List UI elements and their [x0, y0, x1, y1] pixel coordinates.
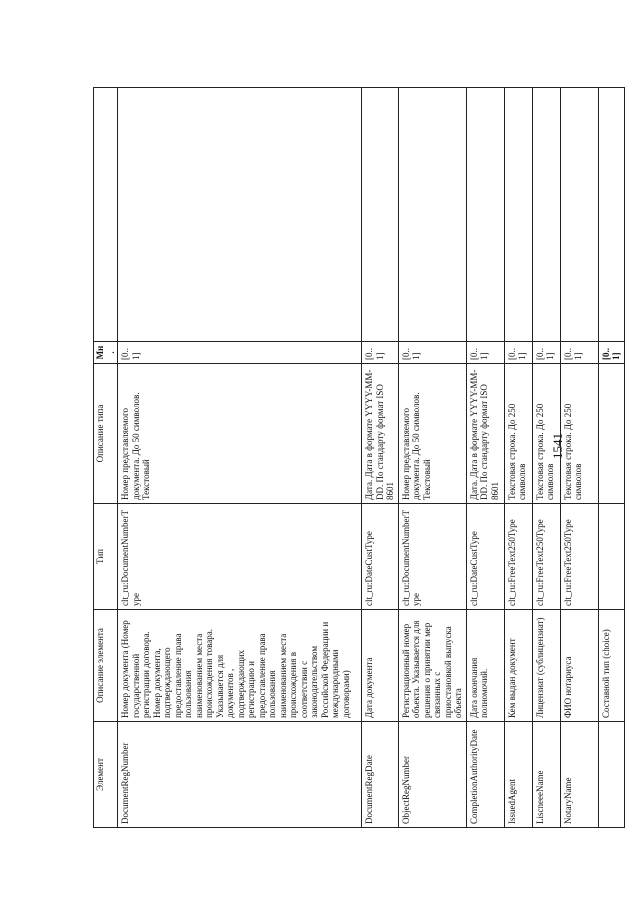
cell-element: DocumentRegDate	[362, 722, 399, 828]
cell-blank	[598, 88, 624, 342]
cell-element-description: Кем выдан документ	[504, 610, 532, 722]
cell-element: CompletionAuthorityDate	[466, 722, 504, 828]
cell-type-description: Номер представляемого документа. До 50 символов. Текстовый	[398, 364, 466, 504]
cell-type: clt_ru:DateCustType	[362, 504, 399, 610]
spec-table-area	[93, 88, 621, 828]
cell-type: clt_ru:FreeText250Type	[560, 504, 598, 610]
header-element-description: Описание элемента	[94, 610, 118, 722]
cell-element-description: Составной тип (choice)	[598, 610, 624, 722]
cell-blank	[532, 88, 560, 342]
page-number: 1541	[550, 433, 565, 459]
header-blank	[94, 88, 118, 342]
spec-table-rotator	[93, 88, 621, 828]
cell-cardinality: [0..1]	[362, 342, 399, 364]
cell-type-description: Номер представляемого документа. До 50 символов. Текстовый	[118, 364, 362, 504]
cell-element-description: Лицензиат (сублицензиат)	[532, 610, 560, 722]
header-cardinality: Мн.	[94, 342, 118, 364]
cell-type-description: Текстовая строка. До 250 символов	[532, 364, 560, 504]
cell-blank	[398, 88, 466, 342]
cell-type	[598, 504, 624, 610]
header-type: Тип	[94, 504, 118, 610]
table-row	[398, 88, 466, 828]
cell-blank	[560, 88, 598, 342]
cell-type: clt_ru:FreeText250Type	[504, 504, 532, 610]
cell-type-description	[598, 364, 624, 504]
cell-element	[598, 722, 624, 828]
cell-cardinality: [0..1]	[598, 342, 624, 364]
cell-element: NotaryName	[560, 722, 598, 828]
cell-element-description: ФИО нотариуса	[560, 610, 598, 722]
table-header-row	[94, 88, 118, 828]
cell-cardinality: [0..1]	[504, 342, 532, 364]
header-type-description: Описание типа	[94, 364, 118, 504]
cell-blank	[504, 88, 532, 342]
cell-type-description: Текстовая строка. До 250 символов	[504, 364, 532, 504]
cell-type: clt_ru:DateCustType	[466, 504, 504, 610]
cell-element: DocumentRegNumber	[118, 722, 362, 828]
cell-blank	[118, 88, 362, 342]
cell-blank	[466, 88, 504, 342]
cell-element: IssuedAgent	[504, 722, 532, 828]
cell-type-description: Дата. Дата в формате YYYY-MM-DD. По стандарту формат ISO 8601	[362, 364, 399, 504]
table-row	[560, 88, 598, 828]
table-row	[466, 88, 504, 828]
table-row	[598, 88, 624, 828]
cell-type: clt_ru:FreeText250Type	[532, 504, 560, 610]
cell-type: clt_ru:DocumentNumberType	[398, 504, 466, 610]
cell-type-description: Текстовая строка. До 250 символов	[560, 364, 598, 504]
cell-cardinality: [0..1]	[398, 342, 466, 364]
table-row	[118, 88, 362, 828]
header-element: Элемент	[94, 722, 118, 828]
cell-cardinality: [0..1]	[560, 342, 598, 364]
cell-type: clt_ru:DocumentNumberType	[118, 504, 362, 610]
cell-element-description: Номер документа (Номер государственной регистрации договора. Номер документа, подтверждающего предоставление права пользования наименованием места происхождения товара. Указывается для документов , подтверждающих регистрацию и предоставление права пользования наименованием места происхождения в соответствии с законодательством Российской Федерации и международными договорами)	[118, 610, 362, 722]
table-row	[532, 88, 560, 828]
cell-cardinality: [0..1]	[532, 342, 560, 364]
cell-element-description: Дата документа	[362, 610, 399, 722]
cell-cardinality: [0..1]	[118, 342, 362, 364]
cell-cardinality: [0..1]	[466, 342, 504, 364]
cell-element: ObjectRegNumber	[398, 722, 466, 828]
table-row	[504, 88, 532, 828]
cell-element: LiscneeeName	[532, 722, 560, 828]
table-row	[362, 88, 399, 828]
spec-table	[93, 87, 625, 828]
cell-element-description: Регистрационный номер объекта. Указывается для решения о принятии мер связанных с приостановкой выпуска объекта	[398, 610, 466, 722]
cell-element-description: Дата окончания полномочий.	[466, 610, 504, 722]
cell-type-description: Дата. Дата в формате YYYY-MM-DD. По стандарту формат ISO 8601	[466, 364, 504, 504]
cell-blank	[362, 88, 399, 342]
